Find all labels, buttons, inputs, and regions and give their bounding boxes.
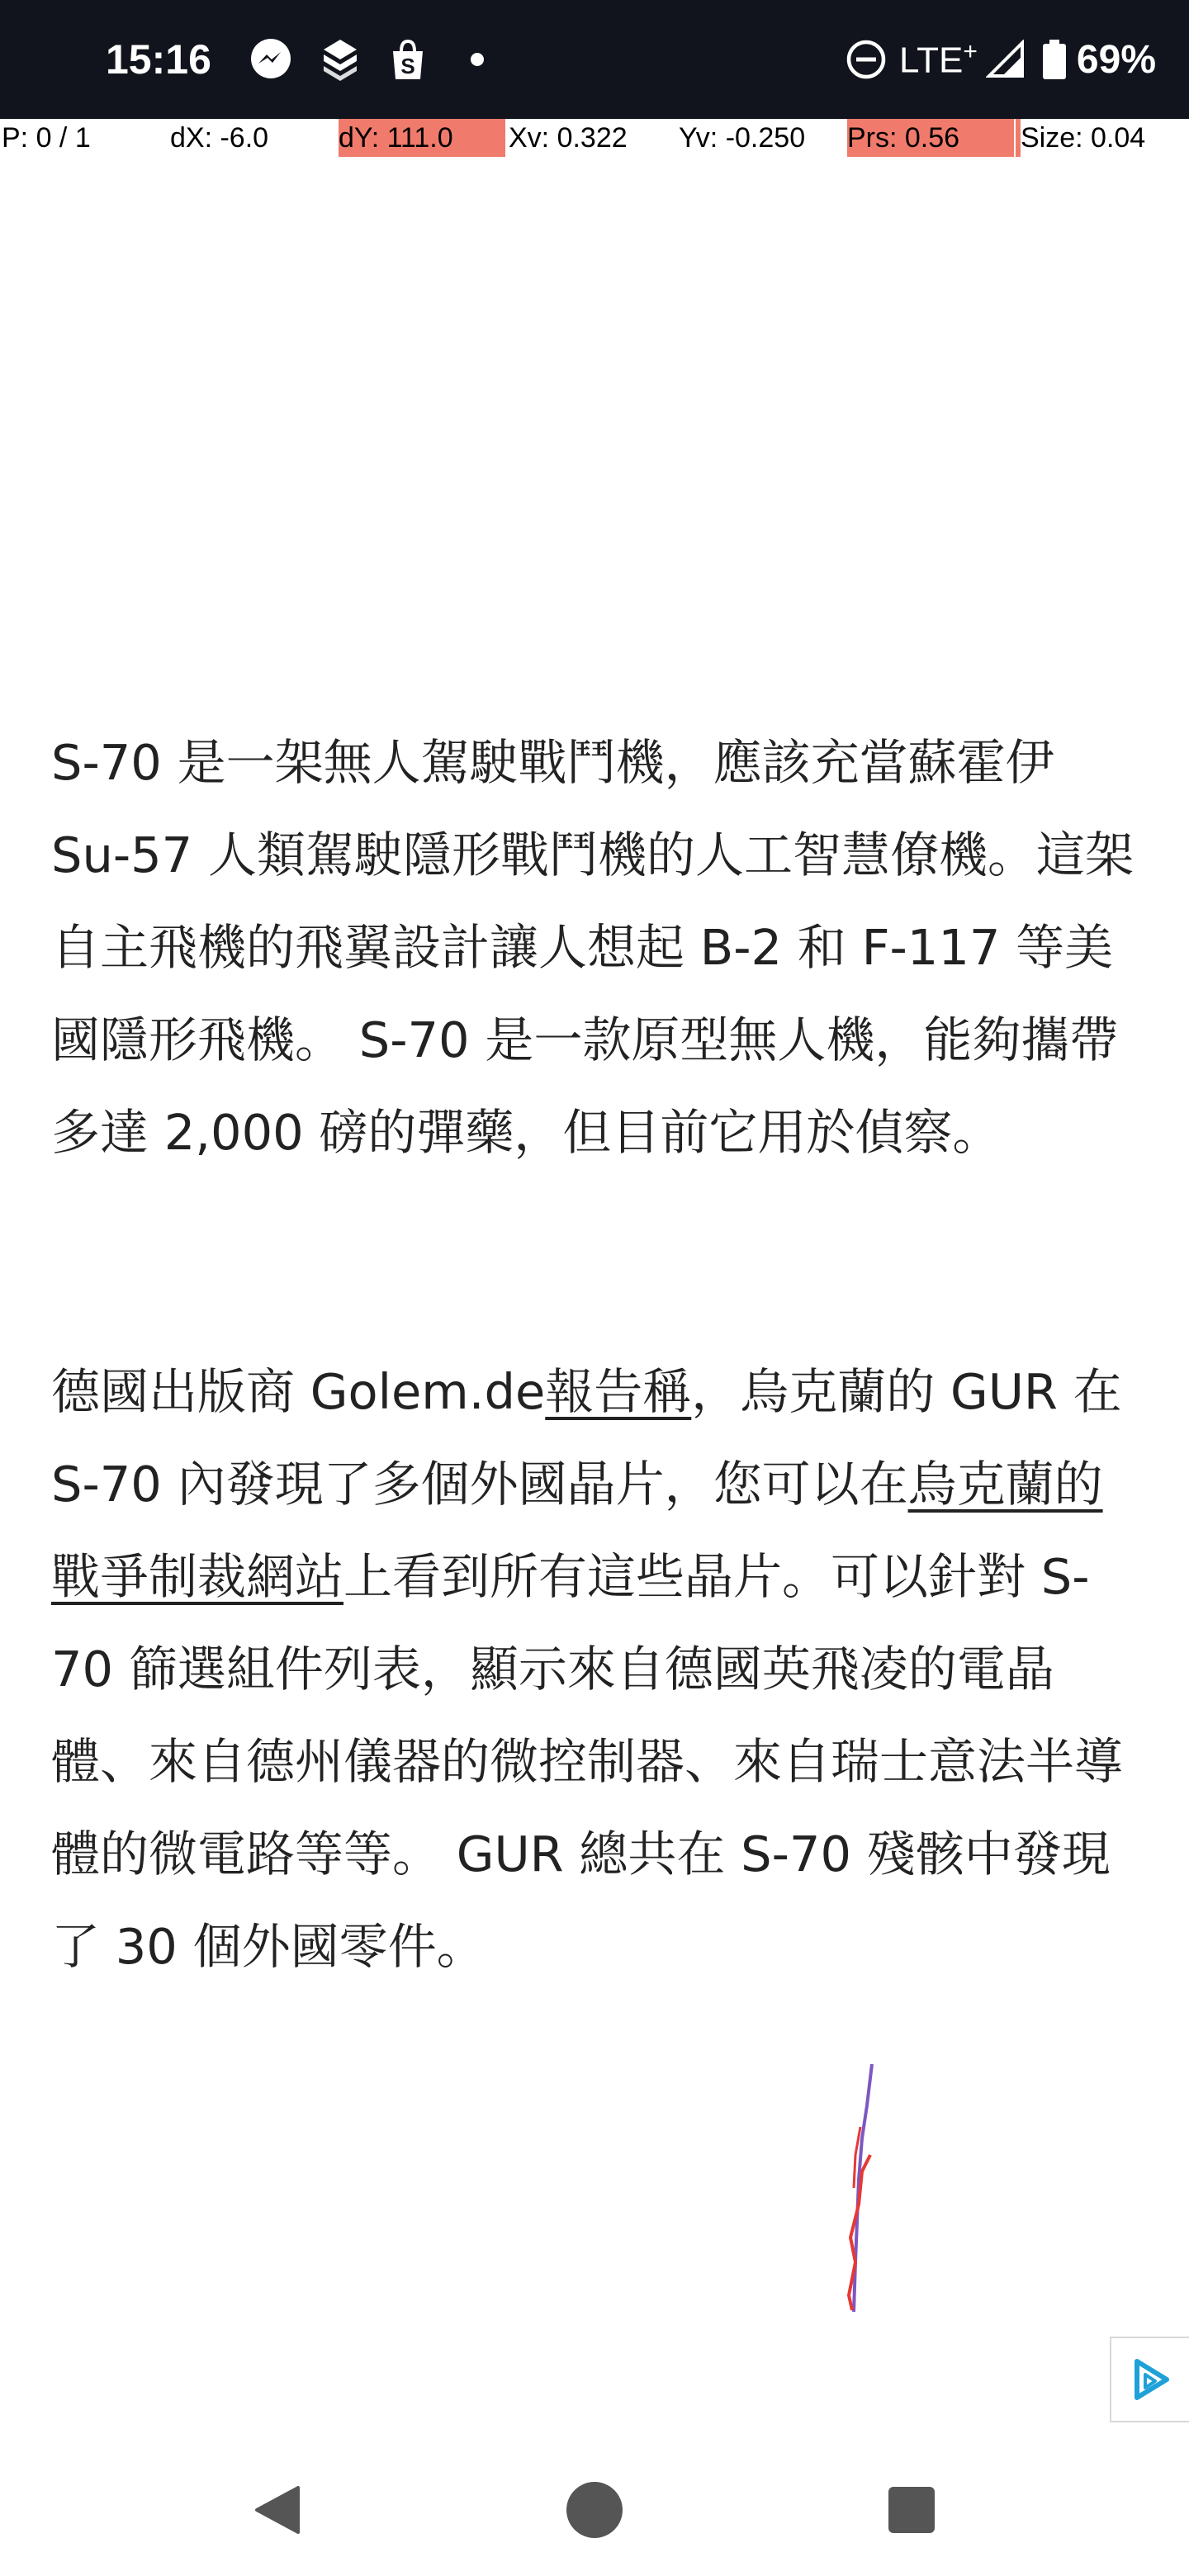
recents-button[interactable] xyxy=(879,2477,945,2543)
navigation-bar xyxy=(0,2444,1189,2576)
status-time: 15:16 xyxy=(106,36,211,83)
paragraph-text: 上看到所有這些晶片。可以針對 S-70 篩選組件列表，顯示來自德國英飛凌的電晶體、來自德州儀器的微控制器、來自瑞士意法半導體的微電路等等。 GUR 總共在 S-70 殘骸中發現了 30 個外國零件。 xyxy=(51,1548,1124,1975)
network-type: LTE+ xyxy=(898,37,978,81)
report-link[interactable]: 報告稱 xyxy=(545,1363,692,1420)
pointer-count: P: 0 / 1 xyxy=(2,122,91,154)
app-icon xyxy=(317,36,363,83)
pointer-size: Size: 0.04 xyxy=(1021,122,1146,154)
article-paragraph-1: S-70 是一架無人駕駛戰鬥機，應該充當蘇霍伊 Su-57 人類駕駛隱形戰鬥機的人工智慧僚機。這架自主飛機的飛翼設計讓人想起 B-2 和 F-117 等美國隱形飛機。 S-70 是一款原型無人機，能夠攜帶多達 2,000 磅的彈藥，但目前它用於偵察。 xyxy=(51,734,1134,1161)
shopping-bag-icon xyxy=(385,36,431,83)
signal-icon xyxy=(986,40,1026,79)
article-paragraph-2 xyxy=(51,1346,1141,1993)
svg-text:S: S xyxy=(400,54,415,78)
back-button[interactable] xyxy=(244,2477,310,2543)
paragraph-text: ，烏克蘭的 GUR 在 S-70 內發現了多個外國晶片，您可以在 xyxy=(51,1363,1122,1513)
pointer-yv: Yv: -0.250 xyxy=(679,122,806,154)
recents-icon xyxy=(885,2484,938,2536)
status-bar xyxy=(0,0,1189,119)
home-icon xyxy=(563,2479,626,2541)
pointer-pressure: Prs: 0.56 xyxy=(847,119,1014,157)
pointer-dy: dY: 111.0 xyxy=(339,119,505,157)
home-button[interactable] xyxy=(561,2477,628,2543)
pointer-location-overlay xyxy=(0,119,1189,157)
do-not-disturb-icon xyxy=(845,38,888,81)
ad-badge[interactable] xyxy=(1110,2337,1189,2422)
messenger-icon xyxy=(248,36,294,83)
pointer-xv: Xv: 0.322 xyxy=(509,122,628,154)
battery-icon xyxy=(1040,38,1068,81)
battery-level: 69% xyxy=(1076,37,1156,82)
back-icon xyxy=(249,2481,306,2539)
status-right xyxy=(845,33,1156,86)
paragraph-text: 德國出版商 Golem.de xyxy=(51,1363,546,1420)
touch-trace xyxy=(826,2048,908,2328)
dot-icon xyxy=(459,36,505,83)
war-sanctions-site-link[interactable]: 烏克蘭的戰爭制裁網站 xyxy=(51,1456,1103,1605)
adchoices-icon xyxy=(1125,2355,1175,2404)
pointer-dx: dX: -6.0 xyxy=(170,122,269,154)
